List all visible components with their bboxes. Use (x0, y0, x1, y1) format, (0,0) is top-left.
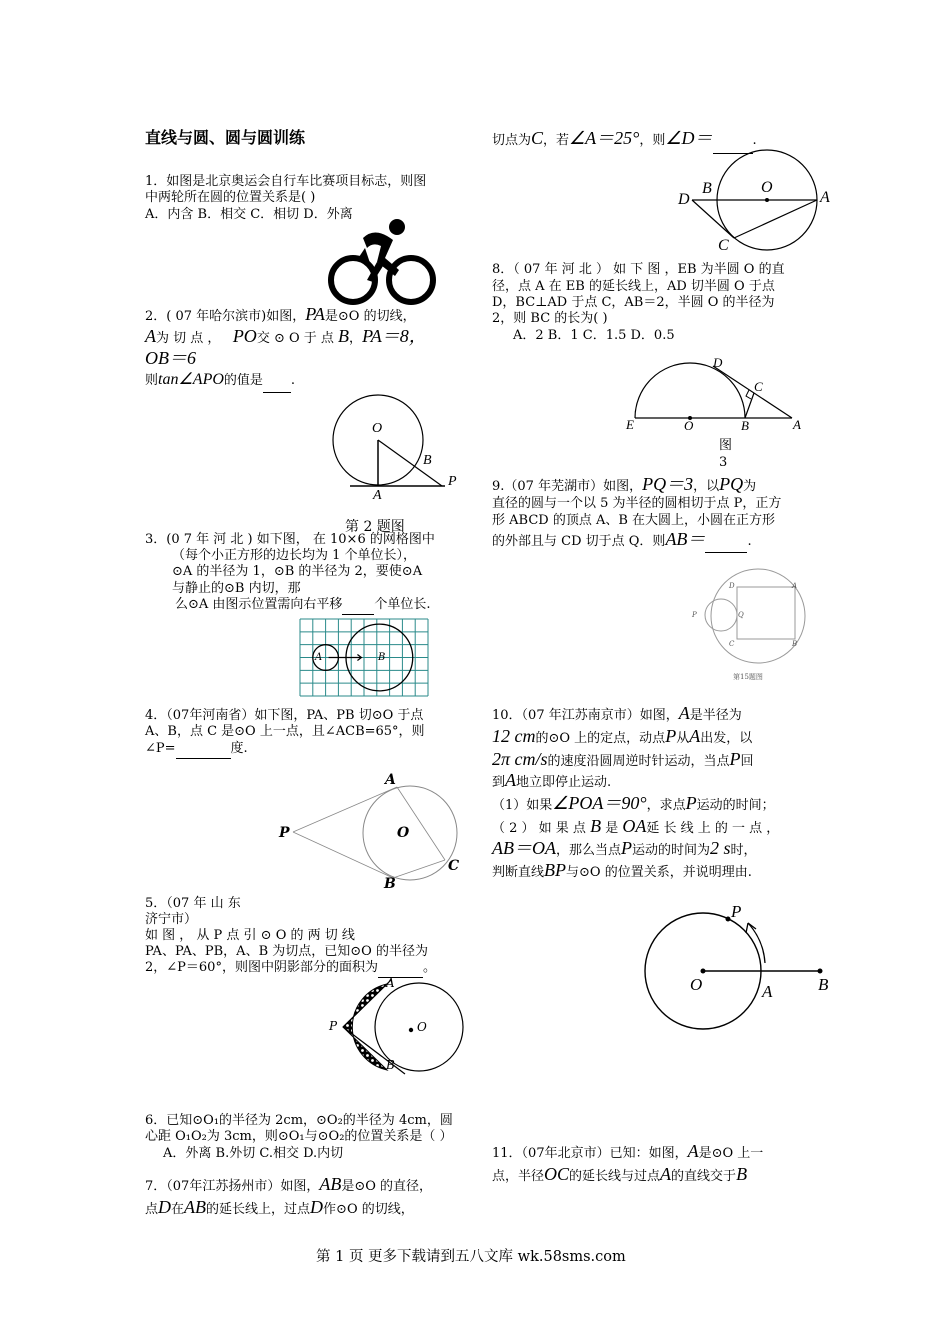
q5-label-a: A (386, 976, 395, 990)
cyclist-logo-figure (325, 218, 440, 308)
q10-line7: AB＝OA，那么当点P运动的时间为2 s时， (492, 838, 757, 858)
q10-label-a: A (762, 982, 773, 1001)
q10-line1: 10．（07 年江苏南京市）如图，A是半径为 (492, 703, 742, 723)
q10-line2: 12 cm的⊙O 上的定点，动点P从A出发，以 (492, 726, 753, 746)
q5-line2: 济宁市） (145, 912, 198, 927)
q2-line4: 则tan∠APO的值是 . (145, 369, 295, 393)
q3-line1: 3．(0 7 年 河 北 ) 如下图， 在 10×6 的网格图中 (145, 532, 435, 547)
q9-square-figure (700, 566, 810, 666)
q5-label-b: B (386, 1058, 395, 1072)
q8-line2: 径，点 A 在 EB 的延长线上，AD 切半圆 O 于点 (492, 279, 775, 294)
q8-label-o: O (684, 418, 694, 433)
q9-caption: 第15题图 (733, 673, 763, 681)
q8-label-b: B (741, 418, 749, 433)
q3-line2: （每个小正方形的边长均为 1 个单位长）， (172, 548, 417, 563)
q10-rotation-figure (640, 905, 840, 1045)
q9-label-b: B (792, 640, 798, 648)
q6-line2: 心距 O₁O₂为 3cm，则⊙O₁与⊙O₂的位置关系是（ ） (145, 1129, 453, 1144)
q9-line3: 形 ABCD 的顶点 A、B 在大圆上，小圆在正方形 (492, 513, 776, 528)
q4-label-a: A (385, 772, 396, 788)
q7-label-a: A (820, 189, 830, 206)
q8-caption-2: 3 (719, 455, 728, 470)
move-arrow (329, 655, 362, 661)
q5-label-o: O (417, 1020, 427, 1034)
q3-label-a: A (315, 652, 323, 663)
q9-label-p: P (692, 611, 697, 619)
q10-line4: 到A地立即停止运动. (492, 770, 612, 790)
q10-line6: （ 2 ） 如 果 点 B 是 OA延 长 线 上 的 一 点 ， (492, 816, 780, 836)
q3-line4: 与静止的⊙B 内切，那 (172, 581, 301, 596)
q7-line1: 7．（07年江苏扬州市）如图，AB是⊙O 的直径， (145, 1174, 433, 1194)
q5-label-p: P (329, 1019, 338, 1033)
q11-line1: 11．（07年北京市）已知：如图，A是⊙O 上一 (492, 1141, 764, 1161)
q4-tangent-figure (285, 770, 470, 890)
q6-options: A．外离 B.外切 C.相交 D.内切 (163, 1146, 344, 1161)
q4-label-o: O (397, 825, 410, 841)
q8-line3: D，BC⊥AD 于点 C，AB＝2，半圆 O 的半径为 (492, 295, 775, 310)
q5-line3: 如 图 ， 从 P 点 引 ⊙ O 的 两 切 线 (145, 928, 355, 943)
q1-line1: 1．如图是北京奥运会自行车比赛项目标志，则图 (145, 174, 427, 189)
q7-label-c: C (718, 237, 729, 254)
q5-line4: PA、PA、PB，A、B 为切点，已知⊙O 的半径为 (145, 944, 428, 959)
q2-caption: 第 2 题图 (345, 519, 405, 535)
q2-label-b: B (423, 453, 432, 468)
q1-options: A．内含 B．相交 C．相切 D．外离 (145, 207, 353, 222)
q10-line3: 2π cm/s的速度沿圆周逆时针运动，当点P回 (492, 749, 754, 769)
q1-line2: 中两轮所在圆的位置关系是( ) (145, 190, 316, 205)
q8-line1: 8．（ 07 年 河 北 ） 如 下 图 ，EB 为半圆 O 的直 (492, 262, 785, 277)
q8-line4: 2，则 BC 的长为( ) (492, 311, 608, 326)
q2-line1: 2．( 07 年哈尔滨市)如图，PA是⊙O 的切线， (145, 304, 416, 324)
q2-label-p: P (448, 474, 457, 489)
q4-line3: ∠P= 度. (145, 741, 248, 759)
page-footer: 第 1 页 更多下载请到五八文库 wk.58sms.com (316, 1249, 626, 1265)
q4-label-c: C (448, 858, 460, 874)
q10-line5: （1）如果∠POA＝90°，求点P运动的时间； (492, 793, 775, 813)
q8-label-a: A (793, 417, 801, 432)
q5-line1: 5．（07 年 山 东 (145, 896, 241, 911)
q5-shaded-figure (325, 978, 465, 1078)
q9-line1: 9.（07 年芜湖市）如图，PQ＝3，以PQ为 (492, 474, 757, 494)
q2-label-o: O (372, 421, 383, 436)
q7-label-o: O (761, 179, 773, 196)
q3-label-b: B (378, 652, 386, 663)
q10-line8: 判断直线BP与⊙O 的位置关系，并说明理由. (492, 860, 752, 880)
q7-label-d: D (678, 191, 690, 208)
q9-label-a: A (792, 582, 798, 590)
q4-label-p: P (279, 825, 290, 841)
q8-options: A．2 B．1 C．1.5 D．0.5 (513, 328, 675, 343)
q6-line1: 6．已知⊙O₁的半径为 2cm，⊙O₂的半径为 4cm，圆 (145, 1113, 453, 1128)
q10-label-b: B (818, 975, 829, 994)
q8-label-d: D (713, 355, 723, 370)
page-title: 直线与圆、圆与圆训练 (145, 128, 306, 147)
q4-line2: A、B，点 C 是⊙O 上一点，且∠ACB=65°，则 (145, 724, 425, 739)
q8-label-e: E (626, 417, 634, 432)
q7-diameter-figure (690, 150, 830, 255)
q7-continuation: 切点为C，若∠A＝25°，则∠D＝ . (492, 126, 757, 154)
q5-line5: 2，∠P＝60°，则图中阴影部分的面积为 。 (145, 960, 436, 978)
q9-label-c: C (729, 640, 735, 648)
q2-label-a: A (373, 488, 382, 503)
q10-label-p: P (731, 902, 742, 921)
q8-label-c: C (754, 379, 763, 394)
q3-line3: ⊙A 的半径为 1，⊙B 的半径为 2，要使⊙A (172, 564, 423, 579)
q4-line1: 4．（07年河南省）如下图，PA、PB 切⊙O 于点 (145, 708, 424, 723)
q10-label-o: O (690, 975, 703, 994)
q2-line3: OB＝6 (145, 348, 196, 368)
q8-caption-1: 图 (719, 438, 733, 453)
q9-label-q: Q (738, 611, 744, 619)
q7-label-b: B (702, 180, 712, 197)
q2-circle-figure (330, 390, 470, 510)
q11-line2: 点，半径OC的延长线与过点A的直线交于B (492, 1164, 748, 1184)
q4-label-b: B (384, 876, 396, 892)
q3-line5: 么⊙A 由图示位置需向右平移 个单位长. (175, 597, 431, 615)
q9-line2: 直径的圆与一个以 5 为半径的圆相切于点 P，正方 (492, 496, 782, 511)
q7-line2: 点D在AB的延长线上，过点D作⊙O 的切线， (145, 1197, 414, 1217)
q9-label-d: D (729, 582, 735, 590)
q2-line2: A为 切 点 ， PO交 ⊙ O 于 点 B，PA＝8， (145, 326, 427, 346)
q9-line4: 的外部且与 CD 切于点 Q．则AB＝ . (492, 529, 752, 553)
